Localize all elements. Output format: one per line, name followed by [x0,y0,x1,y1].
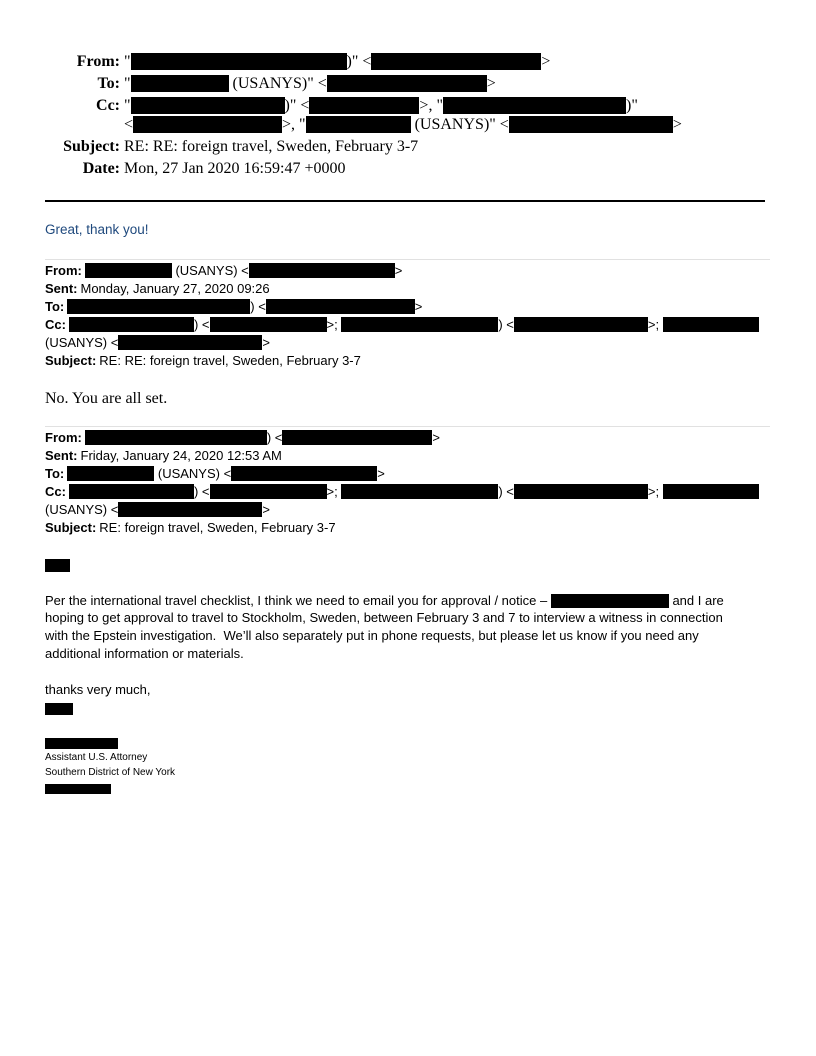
redacted-sender-email [249,263,395,278]
punctuation: < [124,116,134,133]
redacted-cc-name [341,317,498,332]
redacted-cc-email [514,317,648,332]
redacted-recipient-name [131,75,229,92]
header-subject-line [0,137,816,157]
punctuation: > [262,335,270,350]
reply-text: Great, thank you! [45,222,149,237]
recipient-org: (USANYS)" < [228,75,327,92]
to-label: To: [45,466,65,481]
message-divider [45,426,770,427]
redacted-cc-email [133,116,282,133]
redacted-cc-name [663,484,759,499]
message-2-to-line [45,465,385,483]
redacted-sender-name [85,263,172,278]
message-2-cc-continued-line [45,501,270,519]
redacted-cc-email [514,484,648,499]
punctuation: ) < [498,484,514,499]
header-from-value [124,52,550,72]
from-label: From: [45,430,82,445]
redacted-cc-name [306,116,411,133]
redacted-cc-name [663,317,759,332]
sent-value: Monday, January 27, 2020 09:26 [80,281,270,296]
subject-value: RE: RE: foreign travel, Sweden, February 3-7 [99,353,361,368]
redacted-sender-name [131,53,347,70]
body-text: Per the international travel checklist, I think we need to email you for approval / notice – [45,593,551,608]
sent-label: Sent: [45,448,78,463]
cc-org: (USANYS)" < [410,116,509,133]
redacted-sender-email [371,53,541,70]
punctuation: )" < [346,53,372,70]
redacted-greeting-name [45,559,70,572]
redacted-recipient-email [231,466,377,481]
punctuation: > [672,116,682,133]
message-1-from-line [45,262,402,280]
redacted-cc-email [118,335,262,350]
subject-label: Subject: [45,353,97,368]
redacted-cc-email [210,317,327,332]
signature-office: Southern District of New York [45,767,176,778]
message-1-subject-line [45,352,361,370]
sent-value: Friday, January 24, 2020 12:53 AM [80,448,282,463]
message-2-from-line [45,429,440,447]
punctuation: > [394,263,403,278]
punctuation: ) < [193,484,210,499]
header-cc-continued-line [0,115,816,135]
redacted-cc-name [341,484,498,499]
subject-value: RE: foreign travel, Sweden, February 3-7 [99,520,336,535]
redacted-cc-name [131,97,285,114]
header-subject-value: RE: RE: foreign travel, Sweden, February 3-7 [124,138,419,155]
header-cc-label: Cc: [96,97,120,114]
punctuation: ) < [266,430,283,445]
header-from-label: From: [76,53,120,70]
redacted-cc-email [509,116,673,133]
punctuation: )" [625,97,638,114]
cc-label: Cc: [45,484,66,499]
punctuation: " [124,75,131,92]
punctuation: >; [326,484,342,499]
header-date-line [0,159,816,179]
message-1-cc-line [45,316,759,334]
message-2-body-line-1 [45,592,724,610]
message-1-body: No. You are all set. [45,390,168,407]
punctuation: > [432,430,440,445]
to-label: To: [45,299,65,314]
punctuation: > [262,502,270,517]
sender-org: (USANYS) < [171,263,249,278]
header-cc-continued-value [124,115,682,135]
header-date-label: Date: [82,160,120,177]
header-to-label: To: [97,75,120,92]
punctuation: ) < [498,317,514,332]
message-2-body-line-4: additional information or materials. [45,646,244,661]
punctuation: >, " [282,116,306,133]
redacted-recipient-email [266,299,415,314]
punctuation: ) < [193,317,210,332]
sent-label: Sent: [45,281,78,296]
redacted-cc-name [443,97,626,114]
recipient-org: (USANYS) < [154,466,232,481]
punctuation: > [541,53,551,70]
punctuation: )" < [284,97,310,114]
redacted-sender-email [282,430,432,445]
redacted-signature-name [45,738,118,749]
redacted-sender-name [85,430,267,445]
message-2-cc-line [45,483,759,501]
message-1-sent-line [45,280,270,298]
punctuation: " [124,97,131,114]
from-label: From: [45,263,82,278]
message-1-to-line [45,298,422,316]
redacted-signoff-name [45,703,73,715]
punctuation: > [486,75,496,92]
punctuation: > [414,299,423,314]
cc-label: Cc: [45,317,66,332]
redacted-colleague-name [551,594,669,608]
header-date-value: Mon, 27 Jan 2020 16:59:47 +0000 [124,160,346,177]
redacted-cc-email [309,97,419,114]
redacted-recipient-name [67,466,154,481]
punctuation: " [124,53,131,70]
body-text: and I are [668,593,724,608]
subject-label: Subject: [45,520,97,535]
header-cc-line [0,96,816,116]
punctuation: >; [647,484,663,499]
header-divider [45,200,765,202]
redacted-cc-email [118,502,262,517]
message-2-body-line-3: with the Epstein investigation. We’ll also separately put in phone requests, but please let us know if you need any [45,628,699,643]
punctuation: ) < [250,299,266,314]
punctuation: >; [326,317,342,332]
message-2-body-line-2: hoping to get approval to travel to Stockholm, Sweden, between February 3 and 7 to interview a witness in connection [45,610,723,625]
header-to-line [0,74,816,94]
cc-org: (USANYS) < [45,335,119,350]
punctuation: >; [647,317,663,332]
header-subject-label: Subject: [63,138,120,155]
redacted-cc-email [210,484,327,499]
signature-title: Assistant U.S. Attorney [45,752,148,763]
header-cc-value [124,96,638,116]
redacted-cc-name [69,484,194,499]
redacted-cc-name [69,317,194,332]
message-1-cc-continued-line [45,334,270,352]
redacted-recipient-email [327,75,487,92]
header-to-value [124,74,496,94]
message-2-sent-line [45,447,282,465]
punctuation: > [377,466,385,481]
punctuation: >, " [419,97,443,114]
header-from-line [0,52,816,72]
message-2-subject-line [45,519,336,537]
cc-org: (USANYS) < [45,502,119,517]
redacted-recipient-name [67,299,250,314]
redacted-signature-contact [45,784,111,794]
closing-text: thanks very much, [45,682,151,697]
message-divider [45,259,770,260]
